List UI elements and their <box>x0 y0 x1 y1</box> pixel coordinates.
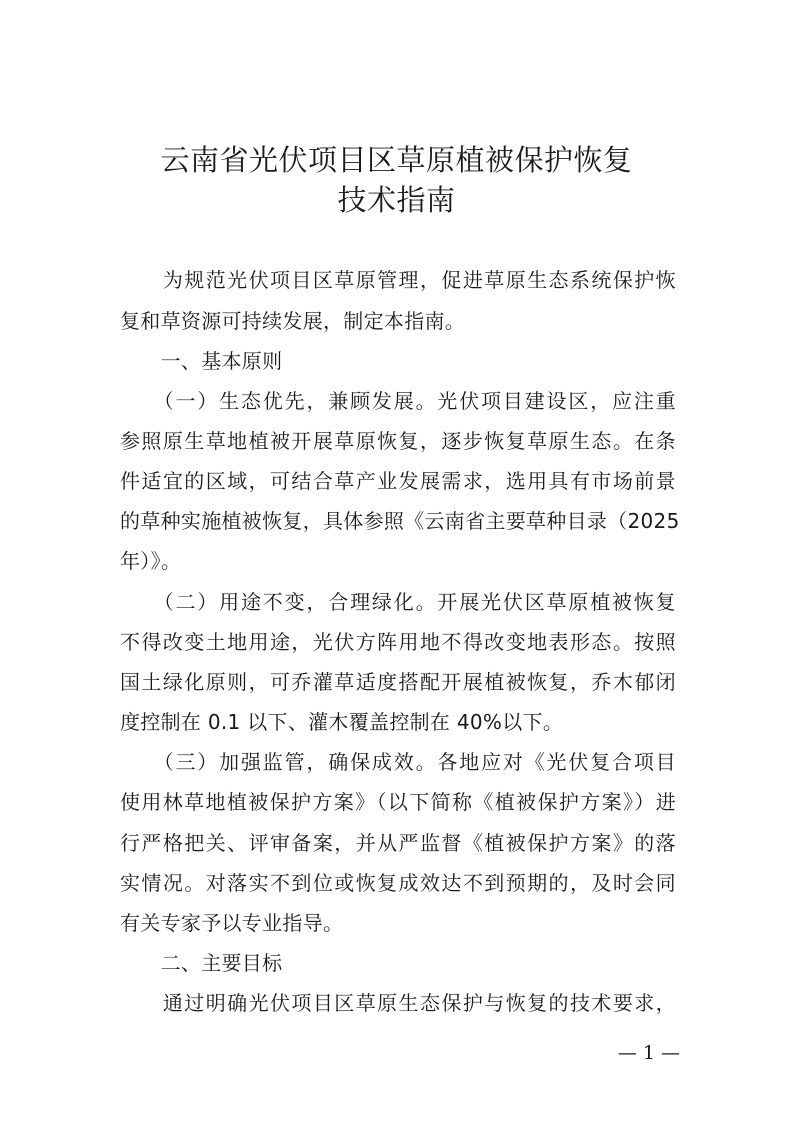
section-heading-basic-principles: 一、基本原则 <box>120 349 283 373</box>
body-line: 件适宜的区域，可结合草产业发展需求，选用具有市场前景 <box>120 469 676 493</box>
body-line: 为规范光伏项目区草原管理，促进草原生态系统保护恢 <box>120 268 676 292</box>
body-line: （三）加强监管，确保成效。各地应对《光伏复合项目 <box>120 750 676 774</box>
body-line: 不得改变土地用途，光伏方阵用地不得改变地表形态。按照 <box>120 630 676 654</box>
body-line: 有关专家予以专业指导。 <box>120 911 344 935</box>
body-line: 通过明确光伏项目区草原生态保护与恢复的技术要求， <box>120 991 676 1015</box>
document-title-line-1: 云南省光伏项目区草原植被保护恢复 <box>160 143 633 177</box>
body-line: 参照原生草地植被开展草原恢复，逐步恢复草原生态。在条 <box>120 429 676 453</box>
body-line: （一）生态优先，兼顾发展。光伏项目建设区，应注重 <box>120 389 676 413</box>
body-line: 实情况。对落实不到位或恢复成效达不到预期的，及时会同 <box>120 871 676 895</box>
body-line: 行严格把关、评审备案，并从严监督《植被保护方案》的落 <box>120 831 676 855</box>
body-line: 的草种实施植被恢复，具体参照《云南省主要草种目录（2025 <box>120 509 680 533</box>
body-line: 复和草资源可持续发展，制定本指南。 <box>120 309 466 333</box>
body-line: （二）用途不变，合理绿化。开展光伏区草原植被恢复 <box>120 590 676 614</box>
page-number: — 1 — <box>617 1042 680 1064</box>
body-line: 度控制在 0.1 以下、灌木覆盖控制在 40%以下。 <box>120 710 564 734</box>
document-title-line-2: 技术指南 <box>337 183 456 217</box>
body-line: 国土绿化原则，可乔灌草适度搭配开展植被恢复，乔木郁闭 <box>120 670 676 694</box>
body-line: 年）》。 <box>120 549 182 573</box>
body-line: 使用林草地植被保护方案》（以下简称《植被保护方案》）进 <box>120 790 676 814</box>
section-heading-main-goals: 二、主要目标 <box>120 951 283 975</box>
